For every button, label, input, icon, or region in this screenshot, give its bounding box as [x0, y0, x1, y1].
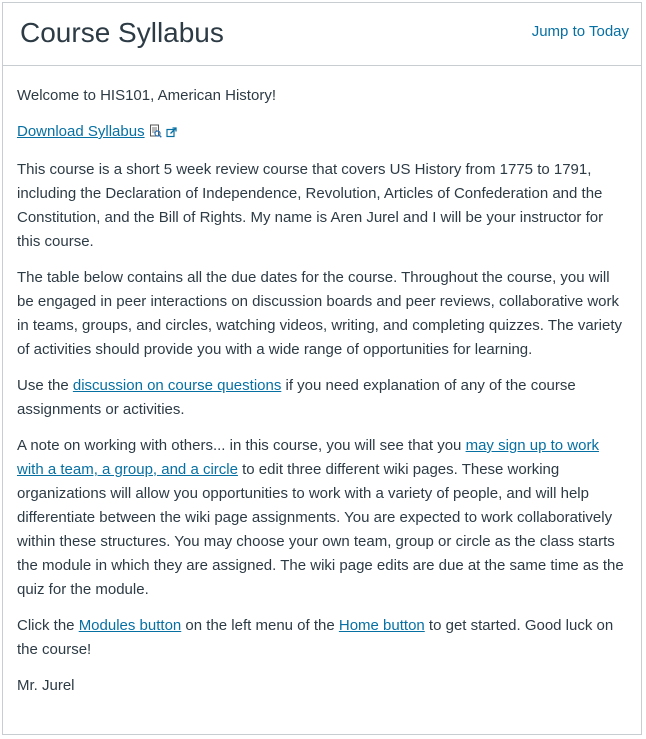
page-title: Course Syllabus	[20, 17, 224, 48]
discussion-text-after: if you need explanation of any of the course assignments or activities.	[17, 377, 576, 418]
signature: Mr. Jurel	[17, 677, 75, 694]
signup-team-link[interactable]: may sign up to work with a team, a group, and a circle	[17, 437, 599, 478]
working-with-others-paragraph	[17, 434, 629, 602]
welcome-text: Welcome to HIS101, American History!	[17, 87, 276, 104]
getting-started-paragraph	[17, 614, 629, 662]
document-preview-icon[interactable]	[149, 122, 162, 146]
syllabus-content	[17, 84, 629, 710]
click-text-middle: on the left menu of the	[181, 617, 339, 634]
external-link-icon[interactable]	[166, 122, 177, 146]
due-dates-paragraph: The table below contains all the due dates for the course. Throughout the course, you will be engaged in peer interactions on discussion boards and peer reviews, collaborative work in teams, groups, and circles, watching videos, writing, and completing quizzes. The variety of activities should provide you with a wide range of opportunities for learning.	[17, 269, 623, 358]
download-syllabus-link[interactable]: Download Syllabus	[17, 123, 145, 140]
discussion-text-before: Use the	[17, 377, 73, 394]
note-text-before: A note on working with others... in this course, you will see that you	[17, 437, 466, 454]
click-text-before: Click the	[17, 617, 79, 634]
note-text-after: to edit three different wiki pages. These working organizations will allow you opportunities to work with a variety of people, and will help differentiate between the wiki page assignments. You are expected to work collaboratively within these structures. You may choose your own team, group or circle as the class starts the module in which they are assigned. The wiki page edits are due at the same time as the quiz for the module.	[17, 461, 624, 598]
download-row	[17, 120, 629, 146]
discussion-link[interactable]: discussion on course questions	[72, 377, 282, 394]
discussion-paragraph	[17, 374, 629, 422]
course-intro-paragraph: This course is a short 5 week review course that covers US History from 1775 to 1791, including the Declaration of Independence, Revolution, Articles of Confederation and the Constitution, and the Bill of Rights. My name is Aren Jurel and I will be your instructor for this course.	[17, 161, 604, 250]
click-text-after: to get started. Good luck on the course!	[17, 617, 614, 658]
modules-button-link[interactable]: Modules button	[78, 617, 182, 634]
home-button-link[interactable]: Home button	[338, 617, 425, 634]
jump-to-today-link[interactable]: Jump to Today	[531, 23, 629, 40]
syllabus-header	[3, 3, 641, 66]
